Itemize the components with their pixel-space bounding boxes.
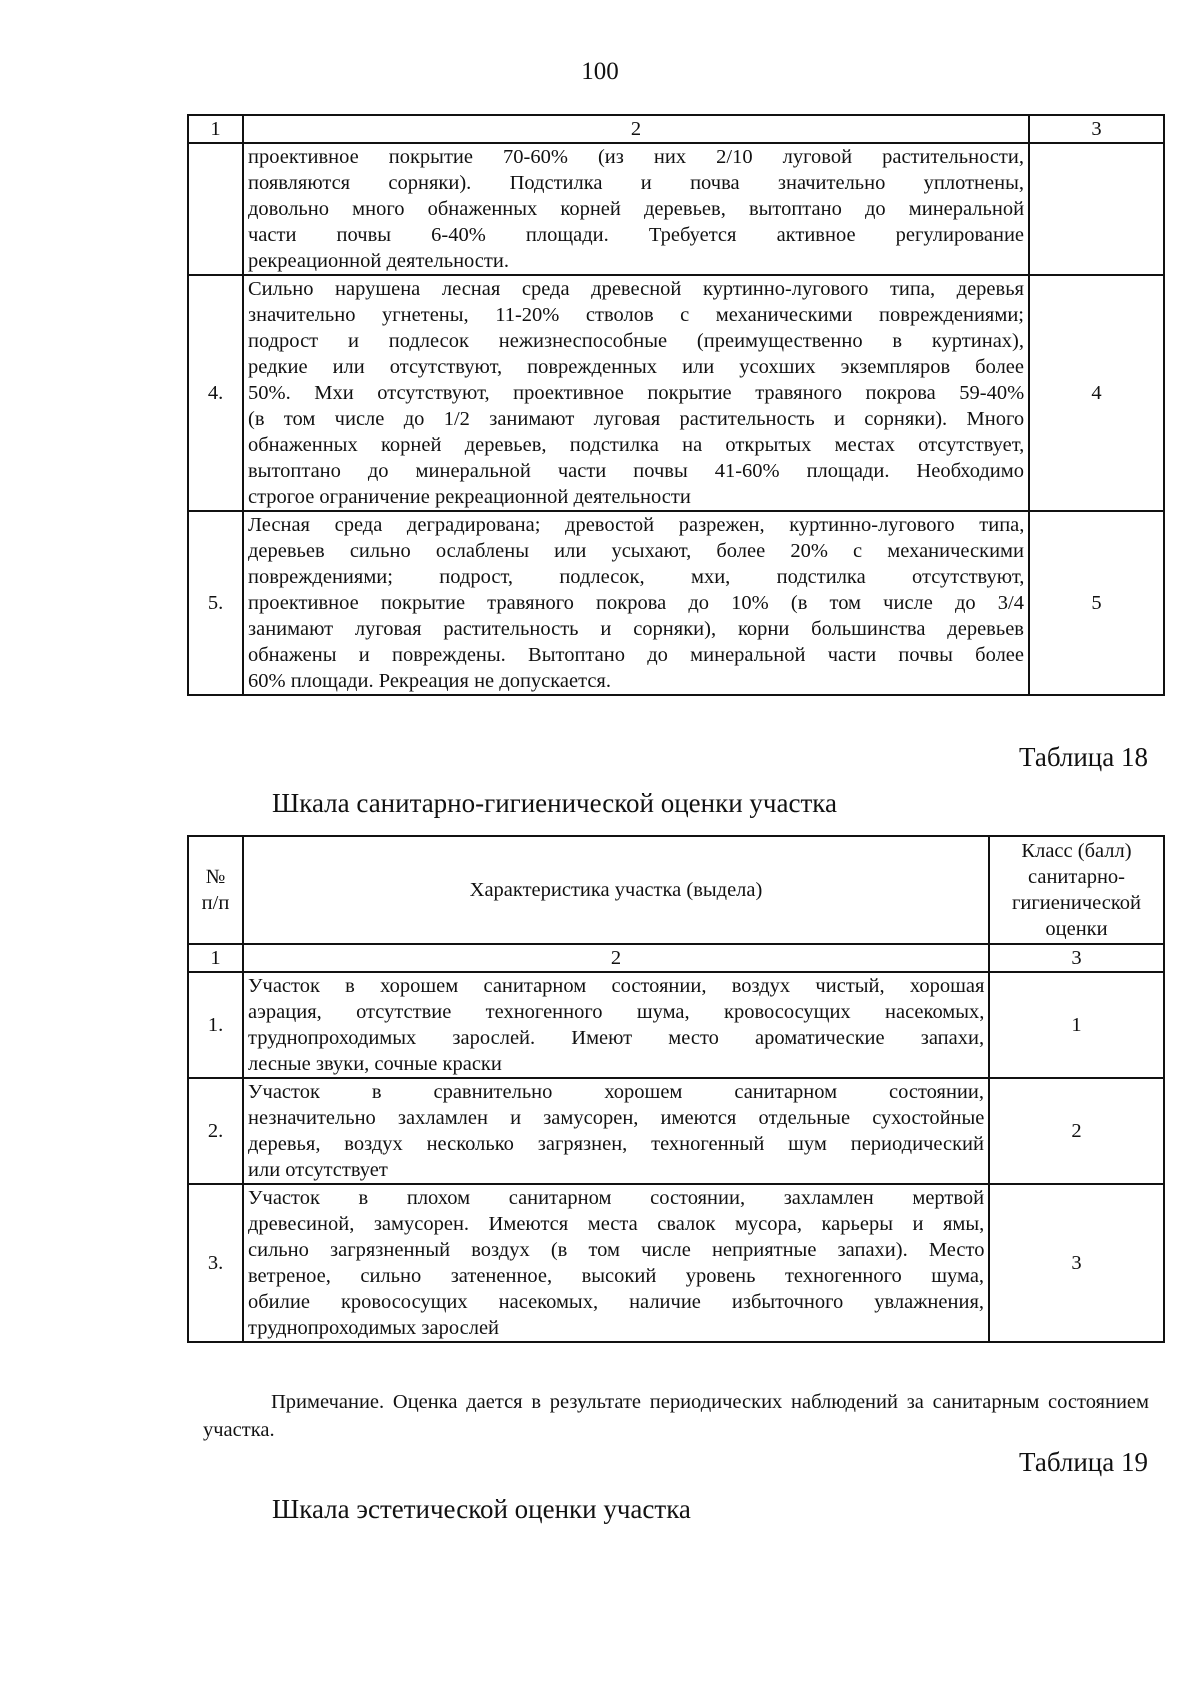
description-line: Лесная среда деградирована; древостой разрежен, куртинно-лугового типа, (248, 514, 1025, 536)
description-line: рекреационной деятельности. (248, 250, 509, 272)
row-class: 4 (1029, 275, 1164, 511)
description-line: проективное покрытие травяного покрова до 10% (в том числе до 3/4 (248, 592, 1024, 614)
description-line: подрост и подлесок нежизнеспособные (преимущественно в куртинах), (248, 330, 1024, 352)
table-row (188, 275, 1164, 511)
description-line: 60% площади. Рекреация не допускается. (248, 670, 611, 692)
row-number: 1. (188, 972, 243, 1078)
description-line: проективное покрытие 70-60% (из них 2/10 луговой растительности, (248, 146, 1024, 168)
description-line: Участок в плохом санитарном состоянии, захламлен мертвой (248, 1187, 985, 1209)
description-line: повреждениями; подрост, подлесок, мхи, подстилка отсутствуют, (248, 566, 1025, 588)
row-description (243, 143, 1029, 275)
table-row (188, 972, 1164, 1078)
description-line: обнажены и повреждены. Вытоптано до минеральной части почвы более (248, 644, 1024, 666)
column-header-number-line: № (205, 866, 226, 888)
description-line: части почвы 6-40% площади. Требуется активное регулирование (248, 224, 1025, 246)
row-class (1029, 143, 1164, 275)
row-class: 5 (1029, 511, 1164, 695)
column-header-class (989, 836, 1164, 944)
table-17-index-row (188, 115, 1164, 143)
row-number: 2. (188, 1078, 243, 1184)
row-description (243, 511, 1029, 695)
table-18-title: Шкала санитарно-гигиенической оценки участка (272, 788, 837, 818)
table-17-index-3: 3 (1029, 115, 1164, 143)
description-line: довольно много обнаженных корней деревьев, вытоптано до минеральной (248, 198, 1025, 220)
description-line: деревья, воздух несколько загрязнен, техногенный шум периодический (248, 1133, 984, 1155)
row-description (243, 1184, 989, 1342)
table-19-caption: Таблица 19 (1019, 1447, 1148, 1477)
table-18-index-1: 1 (188, 944, 243, 972)
description-line: деревьев сильно ослаблены или усыхают, более 20% с механическими (248, 540, 1024, 562)
description-line: вытоптано до минеральной части почвы 41-60% площади. Необходимо (248, 460, 1024, 482)
table-row (188, 1184, 1164, 1342)
table-17-continuation (187, 114, 1165, 696)
row-number (188, 143, 243, 275)
table-19-title: Шкала эстетической оценки участка (272, 1494, 691, 1524)
row-number: 3. (188, 1184, 243, 1342)
table-18-index-row (188, 944, 1164, 972)
table-18-index-3: 3 (989, 944, 1164, 972)
row-number: 4. (188, 275, 243, 511)
description-line: строгое ограничение рекреационной деятельности (248, 486, 691, 508)
column-header-class-line: гигиенической (1012, 892, 1141, 914)
row-description (243, 1078, 989, 1184)
description-line: появляются сорняки). Подстилка и почва значительно уплотнены, (248, 172, 1024, 194)
description-line: аэрация, отсутствие техногенного шума, кровососущих насекомых, (248, 1001, 985, 1023)
description-line: Участок в сравнительно хорошем санитарном состоянии, (248, 1081, 984, 1103)
description-line: или отсутствует (248, 1159, 388, 1181)
table-18-index-2: 2 (243, 944, 989, 972)
page-number: 100 (581, 58, 619, 85)
row-description (243, 972, 989, 1078)
table-18 (187, 835, 1165, 1343)
row-class: 2 (989, 1078, 1164, 1184)
description-line: древесиной, замусорен. Имеются места свалок мусора, карьеры и ямы, (248, 1213, 985, 1235)
table-17-index-2: 2 (243, 115, 1029, 143)
table-18-note: Примечание. Оценка дается в результате периодических наблюдений за санитарным состоянием участка. (203, 1391, 1149, 1441)
description-line: труднопроходимых зарослей. Имеют место ароматические запахи, (248, 1027, 985, 1049)
row-class: 1 (989, 972, 1164, 1078)
description-line: занимают луговая растительность и сорняки), корни большинства деревьев (248, 618, 1024, 640)
description-line: ветреное, сильно затененное, высокий уровень техногенного шума, (248, 1265, 985, 1287)
description-line: редкие или отсутствуют, поврежденных или усохших экземпляров более (248, 356, 1024, 378)
column-header-class-line: Класс (балл) (1021, 840, 1132, 862)
description-line: обнаженных корней деревьев, подстилка на открытых местах отсутствует, (248, 434, 1025, 456)
row-class: 3 (989, 1184, 1164, 1342)
row-description (243, 275, 1029, 511)
table-row (188, 1078, 1164, 1184)
description-line: обилие кровососущих насекомых, наличие избыточного увлажнения, (248, 1291, 984, 1313)
table-18-caption: Таблица 18 (1019, 742, 1148, 772)
description-line: лесные звуки, сочные краски (248, 1053, 502, 1075)
column-header-number (188, 836, 243, 944)
table-17-index-1: 1 (188, 115, 243, 143)
column-header-class-line: оценки (1045, 918, 1108, 940)
column-header-number-line: п/п (201, 892, 230, 914)
table-18-header-row (188, 836, 1164, 944)
description-line: (в том числе до 1/2 занимают луговая растительность и сорняки). Много (248, 408, 1025, 430)
description-line: труднопроходимых зарослей (248, 1317, 500, 1339)
description-line: значительно угнетены, 11-20% стволов с механическими повреждениями; (248, 304, 1024, 326)
description-line: Сильно нарушена лесная среда древесной куртинно-лугового типа, деревья (248, 278, 1024, 300)
description-line: незначительно захламлен и замусорен, имеются отдельные сухостойные (248, 1107, 985, 1129)
table-row (188, 143, 1164, 275)
table-row (188, 511, 1164, 695)
description-line: 50%. Мхи отсутствуют, проективное покрытие травяного покрова 59-40% (248, 382, 1025, 404)
row-number: 5. (188, 511, 243, 695)
column-header-description: Характеристика участка (выдела) (243, 836, 989, 944)
description-line: сильно загрязненный воздух (в том числе неприятные запахи). Место (248, 1239, 985, 1261)
description-line: Участок в хорошем санитарном состоянии, воздух чистый, хорошая (248, 975, 985, 997)
column-header-class-line: санитарно- (1028, 866, 1125, 888)
